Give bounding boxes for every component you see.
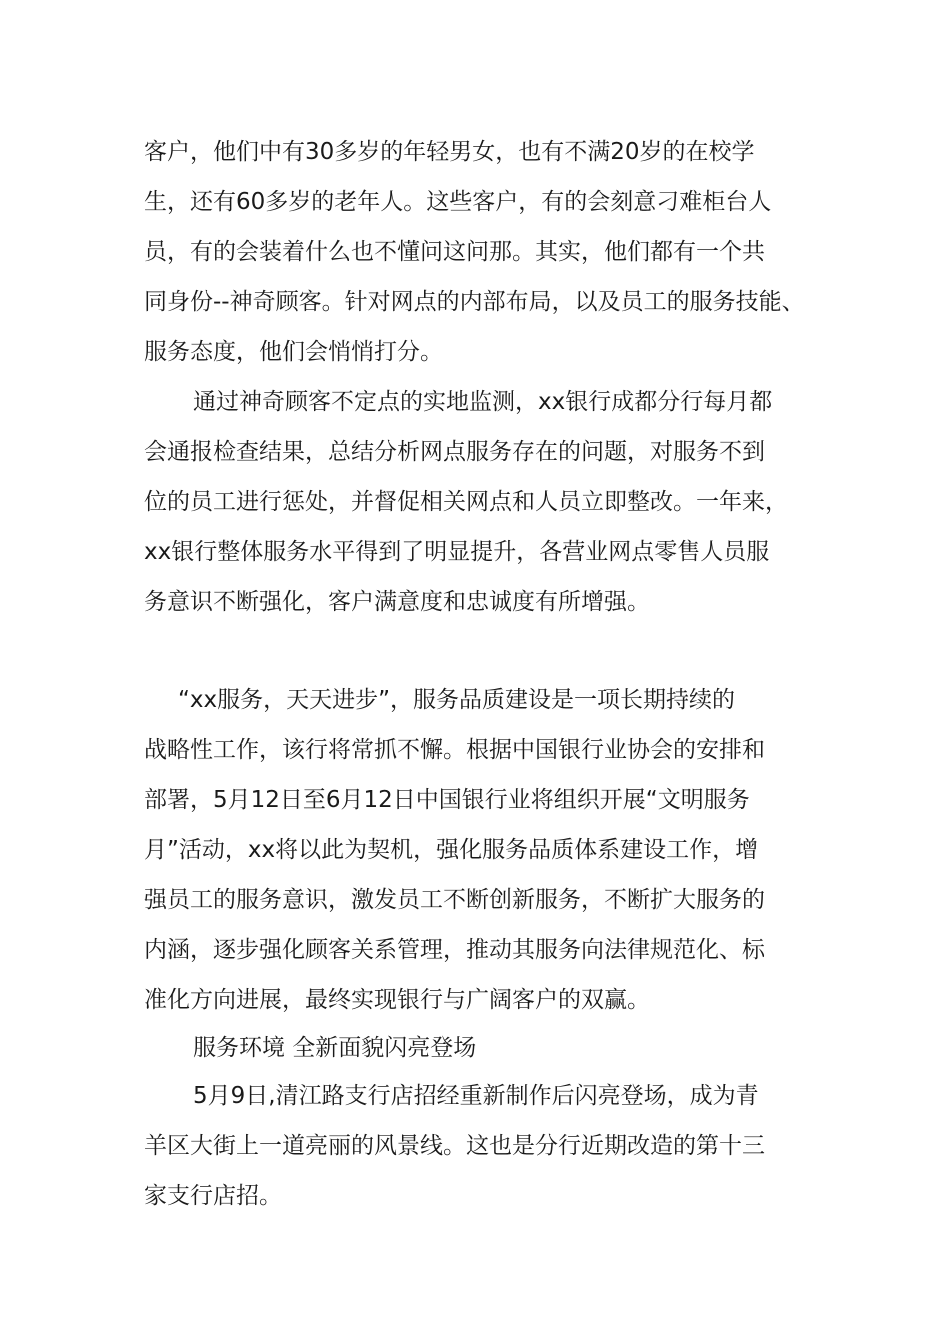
text-line: “xx服务，天天进步”，服务品质建设是一项长期持续的 [178, 687, 736, 713]
text-line: 内涵，逐步强化顾客关系管理，推动其服务向法律规范化、标 [144, 937, 765, 963]
text-line: 通过神奇顾客不定点的实地监测，xx银行成都分行每月都 [193, 389, 773, 415]
text-line: 战略性工作，该行将常抓不懈。根据中国银行业协会的安排和 [144, 737, 765, 763]
text-line: 5月9日,清江路支行店招经重新制作后闪亮登场，成为青 [193, 1083, 759, 1109]
text-line: xx银行整体服务水平得到了明显提升，各营业网点零售人员服 [144, 539, 770, 565]
text-line: 生，还有60多岁的老年人。这些客户，有的会刻意刁难柜台人 [144, 189, 772, 215]
text-line: 员，有的会装着什么也不懂问这问那。其实，他们都有一个共 [144, 239, 765, 265]
text-line: 同身份--神奇顾客。针对网点的内部布局，以及员工的服务技能、 [144, 289, 805, 315]
text-line: 部署，5月12日至6月12日中国银行业将组织开展“文明服务 [144, 787, 750, 813]
text-line: 位的员工进行惩处，并督促相关网点和人员立即整改。一年来， [144, 489, 788, 515]
text-line: 准化方向进展，最终实现银行与广阔客户的双赢。 [144, 987, 650, 1013]
text-line: 羊区大街上一道亮丽的风景线。这也是分行近期改造的第十三 [144, 1133, 765, 1159]
section-heading: 服务环境 全新面貌闪亮登场 [193, 1035, 477, 1061]
text-line: 家支行店招。 [144, 1183, 282, 1209]
text-line: 务意识不断强化，客户满意度和忠诚度有所增强。 [144, 589, 650, 615]
text-line: 会通报检查结果，总结分析网点服务存在的问题，对服务不到 [144, 439, 765, 465]
text-line: 客户，他们中有30多岁的年轻男女，也有不满20岁的在校学 [144, 139, 755, 165]
text-line: 月”活动，xx将以此为契机，强化服务品质体系建设工作，增 [144, 837, 759, 863]
text-line: 强员工的服务意识，激发员工不断创新服务，不断扩大服务的 [144, 887, 765, 913]
text-line: 服务态度，他们会悄悄打分。 [144, 339, 443, 365]
